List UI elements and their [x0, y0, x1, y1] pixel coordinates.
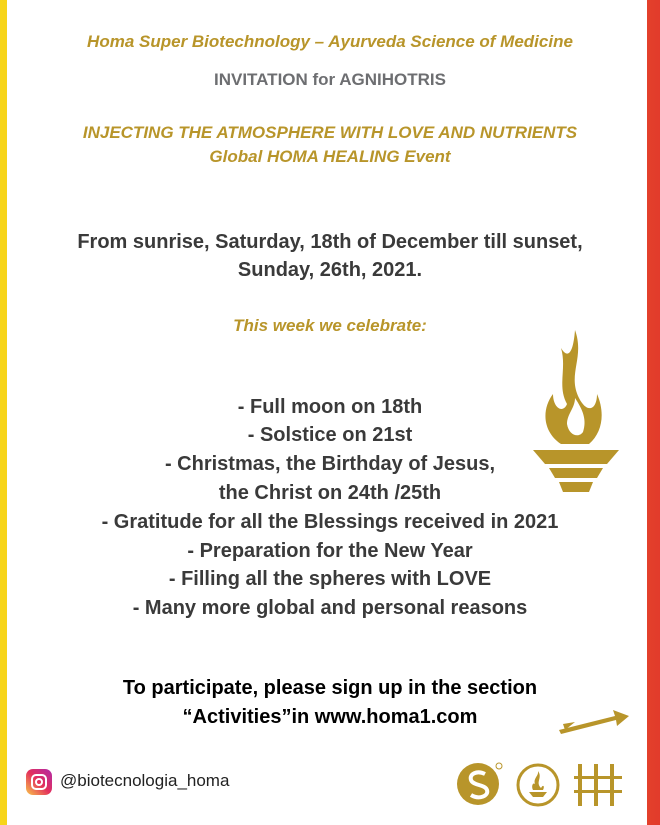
invitation-heading: INVITATION for AGNIHOTRIS [213, 70, 446, 89]
list-item: - Full moon on 18th [237, 396, 423, 418]
list-item: - Gratitude for all the Blessings received in 2021 [101, 511, 559, 533]
arrow-right-icon [557, 704, 631, 736]
list-item: - Christmas, the Birthday of Jesus, [164, 453, 496, 475]
date-line-2: Sunday, 26th, 2021. [237, 259, 423, 281]
participate-link[interactable]: “Activities”in www.homa1.com [182, 706, 478, 728]
s-logo-icon [455, 760, 503, 808]
event-headline: INJECTING THE ATMOSPHERE WITH LOVE AND NUTRIENTS [82, 123, 578, 142]
list-item: - Solstice on 21st [247, 424, 413, 446]
celebrate-label: This week we celebrate: [233, 316, 427, 335]
list-item: the Christ on 24th /25th [218, 482, 442, 504]
participate-line-1: To participate, please sign up in the section [122, 677, 538, 699]
date-line-1: From sunrise, Saturday, 18th of December till sunset, [77, 231, 583, 253]
instagram-handle[interactable]: @biotecnologia_homa [60, 771, 230, 790]
org-title: Homa Super Biotechnology – Ayurveda Science of Medicine [87, 32, 573, 51]
instagram-icon[interactable] [26, 769, 52, 795]
flame-bowl-icon [527, 328, 625, 498]
event-subheadline: Global HOMA HEALING Event [209, 147, 451, 166]
list-item: - Preparation for the New Year [187, 540, 473, 562]
pillars-logo-icon [574, 762, 624, 808]
list-item: - Many more global and personal reasons [132, 597, 528, 619]
list-item: - Filling all the spheres with LOVE [168, 568, 492, 590]
flame-emblem-icon [515, 762, 561, 808]
